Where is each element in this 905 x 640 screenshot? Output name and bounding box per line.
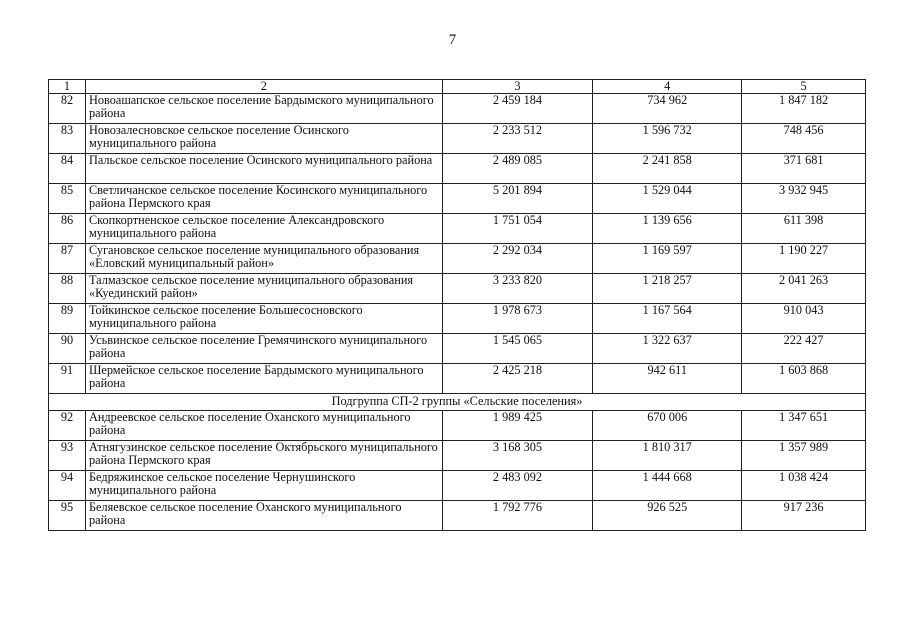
row-number-cell: 90: [49, 334, 86, 364]
subgroup-section: [49, 394, 866, 411]
row-number-cell: 84: [49, 154, 86, 184]
settlement-name-cell: Усьвинское сельское поселение Гремячинского муниципального района: [85, 334, 442, 364]
table-row: [49, 124, 866, 154]
table-row: [49, 471, 866, 501]
subgroup-label: Подгруппа СП-2 группы «Сельские поселения»: [49, 394, 866, 411]
column-3-value-cell: 2 489 085: [442, 154, 593, 184]
column-4-value-cell: 734 962: [593, 94, 742, 124]
header-cell-2: 2: [85, 80, 442, 94]
table-row: [49, 501, 866, 531]
column-3-value-cell: 1 751 054: [442, 214, 593, 244]
column-3-value-cell: 2 233 512: [442, 124, 593, 154]
row-number-cell: 86: [49, 214, 86, 244]
settlement-name-cell: Скопкортненское сельское поселение Александровского муниципального района: [85, 214, 442, 244]
column-4-value-cell: 1 218 257: [593, 274, 742, 304]
settlement-name-cell: Атнягузинское сельское поселение Октябрьского муниципального района Пермского края: [85, 441, 442, 471]
column-5-value-cell: 1 190 227: [742, 244, 866, 274]
column-5-value-cell: 1 847 182: [742, 94, 866, 124]
column-4-value-cell: 1 139 656: [593, 214, 742, 244]
table-row: [49, 334, 866, 364]
header-cell-3: 3: [442, 80, 593, 94]
settlement-name-cell: Светличанское сельское поселение Косинского муниципального района Пермского края: [85, 184, 442, 214]
table-row: [49, 214, 866, 244]
column-4-value-cell: 1 167 564: [593, 304, 742, 334]
row-number-cell: 92: [49, 411, 86, 441]
column-5-value-cell: 3 932 945: [742, 184, 866, 214]
table-row: [49, 441, 866, 471]
column-5-value-cell: 371 681: [742, 154, 866, 184]
table-row: [49, 274, 866, 304]
settlement-name-cell: Новоашапское сельское поселение Бардымского муниципального района: [85, 94, 442, 124]
column-4-value-cell: 942 611: [593, 364, 742, 394]
column-4-value-cell: 1 810 317: [593, 441, 742, 471]
column-3-value-cell: 2 292 034: [442, 244, 593, 274]
settlement-name-cell: Андреевское сельское поселение Оханского муниципального района: [85, 411, 442, 441]
row-number-cell: 82: [49, 94, 86, 124]
row-number-cell: 87: [49, 244, 86, 274]
column-5-value-cell: 1 357 989: [742, 441, 866, 471]
settlement-name-cell: Новозалесновское сельское поселение Осинского муниципального района: [85, 124, 442, 154]
table-row: [49, 94, 866, 124]
column-3-value-cell: 1 792 776: [442, 501, 593, 531]
subgroup-row: [49, 394, 866, 411]
table-body-group-2: [49, 411, 866, 531]
data-table: [48, 79, 866, 531]
column-3-value-cell: 2 459 184: [442, 94, 593, 124]
column-4-value-cell: 1 169 597: [593, 244, 742, 274]
column-4-value-cell: 1 596 732: [593, 124, 742, 154]
column-3-value-cell: 3 168 305: [442, 441, 593, 471]
row-number-cell: 95: [49, 501, 86, 531]
settlement-name-cell: Пальское сельское поселение Осинского муниципального района: [85, 154, 442, 184]
settlement-name-cell: Талмазское сельское поселение муниципального образования «Куединский район»: [85, 274, 442, 304]
row-number-cell: 83: [49, 124, 86, 154]
column-5-value-cell: 748 456: [742, 124, 866, 154]
table-row: [49, 154, 866, 184]
settlement-name-cell: Тойкинское сельское поселение Большесосновского муниципального района: [85, 304, 442, 334]
column-3-value-cell: 3 233 820: [442, 274, 593, 304]
table-row: [49, 304, 866, 334]
settlement-name-cell: Сугановское сельское поселение муниципального образования «Еловский муниципальный район»: [85, 244, 442, 274]
column-4-value-cell: 670 006: [593, 411, 742, 441]
row-number-cell: 88: [49, 274, 86, 304]
row-number-cell: 93: [49, 441, 86, 471]
column-3-value-cell: 1 978 673: [442, 304, 593, 334]
column-3-value-cell: 2 483 092: [442, 471, 593, 501]
row-number-cell: 91: [49, 364, 86, 394]
column-4-value-cell: 1 444 668: [593, 471, 742, 501]
row-number-cell: 89: [49, 304, 86, 334]
column-4-value-cell: 1 322 637: [593, 334, 742, 364]
page-number: 7: [448, 32, 457, 48]
table-row: [49, 244, 866, 274]
column-5-value-cell: 1 038 424: [742, 471, 866, 501]
row-number-cell: 85: [49, 184, 86, 214]
table-row: [49, 184, 866, 214]
settlement-name-cell: Беляевское сельское поселение Оханского муниципального района: [85, 501, 442, 531]
table-body-group-1: [49, 94, 866, 394]
table-row: [49, 364, 866, 394]
column-5-value-cell: 1 347 651: [742, 411, 866, 441]
column-3-value-cell: 1 989 425: [442, 411, 593, 441]
column-3-value-cell: 2 425 218: [442, 364, 593, 394]
settlement-name-cell: Шермейское сельское поселение Бардымского муниципального района: [85, 364, 442, 394]
column-4-value-cell: 2 241 858: [593, 154, 742, 184]
column-5-value-cell: 910 043: [742, 304, 866, 334]
column-5-value-cell: 1 603 868: [742, 364, 866, 394]
header-cell-1: 1: [49, 80, 86, 94]
column-4-value-cell: 1 529 044: [593, 184, 742, 214]
column-5-value-cell: 917 236: [742, 501, 866, 531]
table-row: [49, 411, 866, 441]
table-header: [49, 80, 866, 94]
column-5-value-cell: 2 041 263: [742, 274, 866, 304]
column-4-value-cell: 926 525: [593, 501, 742, 531]
column-5-value-cell: 222 427: [742, 334, 866, 364]
settlement-name-cell: Бедряжинское сельское поселение Чернушинского муниципального района: [85, 471, 442, 501]
column-5-value-cell: 611 398: [742, 214, 866, 244]
row-number-cell: 94: [49, 471, 86, 501]
column-3-value-cell: 1 545 065: [442, 334, 593, 364]
header-cell-4: 4: [593, 80, 742, 94]
column-3-value-cell: 5 201 894: [442, 184, 593, 214]
header-cell-5: 5: [742, 80, 866, 94]
